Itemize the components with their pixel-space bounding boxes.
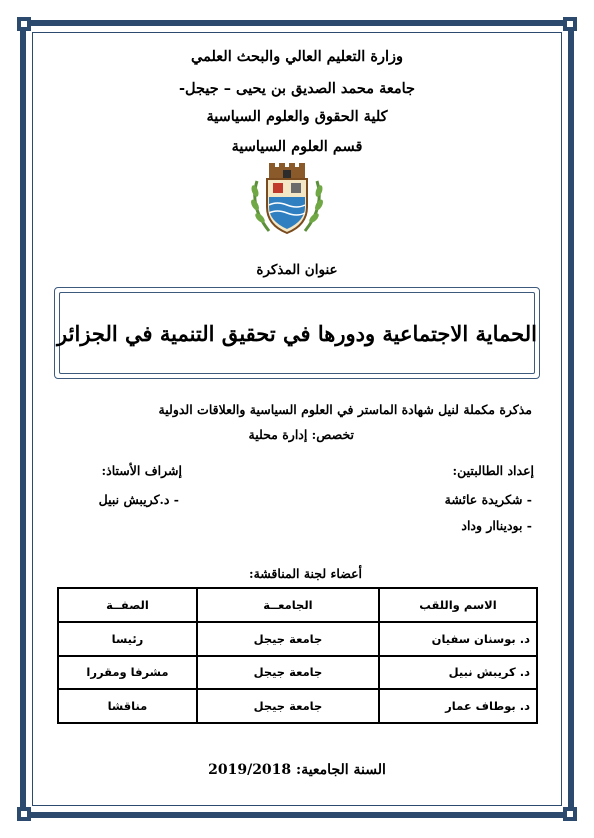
jury-member-university: جامعة جيجل bbox=[197, 622, 379, 656]
column-header: الصفــة bbox=[58, 588, 197, 622]
specialty-line: تخصص: إدارة محلية bbox=[248, 427, 354, 442]
student-name: - بوديناار وداد bbox=[461, 518, 532, 533]
table-row bbox=[58, 656, 537, 690]
table-row bbox=[58, 689, 537, 723]
table-header-row bbox=[58, 588, 537, 622]
jury-member-name: د. بوطاف عمار bbox=[379, 689, 537, 723]
academic-year: السنة الجامعية: 2019/2018 bbox=[208, 762, 386, 778]
students-label: إعداد الطالبتين: bbox=[452, 463, 534, 478]
border-corner bbox=[17, 807, 31, 821]
ministry-name: وزارة التعليم العالي والبحث العلمي bbox=[191, 48, 403, 65]
student-name: - شكريدة عائشة bbox=[444, 492, 532, 507]
university-name: جامعة محمد الصديق بن يحيى – جيجل- bbox=[179, 80, 415, 97]
column-header: الجامعــة bbox=[197, 588, 379, 622]
jury-member-role: مشرفا ومقررا bbox=[58, 656, 197, 690]
faculty-name: كلية الحقوق والعلوم السياسية bbox=[206, 108, 388, 125]
jury-member-role: مناقشا bbox=[58, 689, 197, 723]
department-name: قسم العلوم السياسية bbox=[231, 138, 363, 155]
column-header: الاسم واللقب bbox=[379, 588, 537, 622]
supervisor-label: إشراف الأستاذ: bbox=[101, 463, 182, 478]
jury-label: أعضاء لجنة المناقشة: bbox=[248, 566, 362, 581]
degree-line: مذكرة مكملة لنيل شهادة الماستر في العلوم السياسية والعلاقات الدولية bbox=[158, 402, 532, 417]
border-corner bbox=[563, 17, 577, 31]
border-corner bbox=[17, 17, 31, 31]
border-corner bbox=[563, 807, 577, 821]
table-row bbox=[58, 622, 537, 656]
jury-member-name: د. كريبش نبيل bbox=[379, 656, 537, 690]
thesis-title: الحماية الاجتماعية ودورها في تحقيق التنمية في الجزائر bbox=[57, 320, 537, 346]
jury-member-name: د. بوسنان سفيان bbox=[379, 622, 537, 656]
jury-member-role: رئيسا bbox=[58, 622, 197, 656]
thesis-title-box bbox=[54, 287, 540, 379]
university-logo-icon bbox=[247, 161, 327, 237]
jury-table bbox=[57, 587, 538, 724]
supervisor-name: - د.كريبش نبيل bbox=[98, 492, 179, 507]
jury-member-university: جامعة جيجل bbox=[197, 656, 379, 690]
jury-member-university: جامعة جيجل bbox=[197, 689, 379, 723]
thesis-title-label: عنوان المذكرة bbox=[256, 262, 338, 278]
